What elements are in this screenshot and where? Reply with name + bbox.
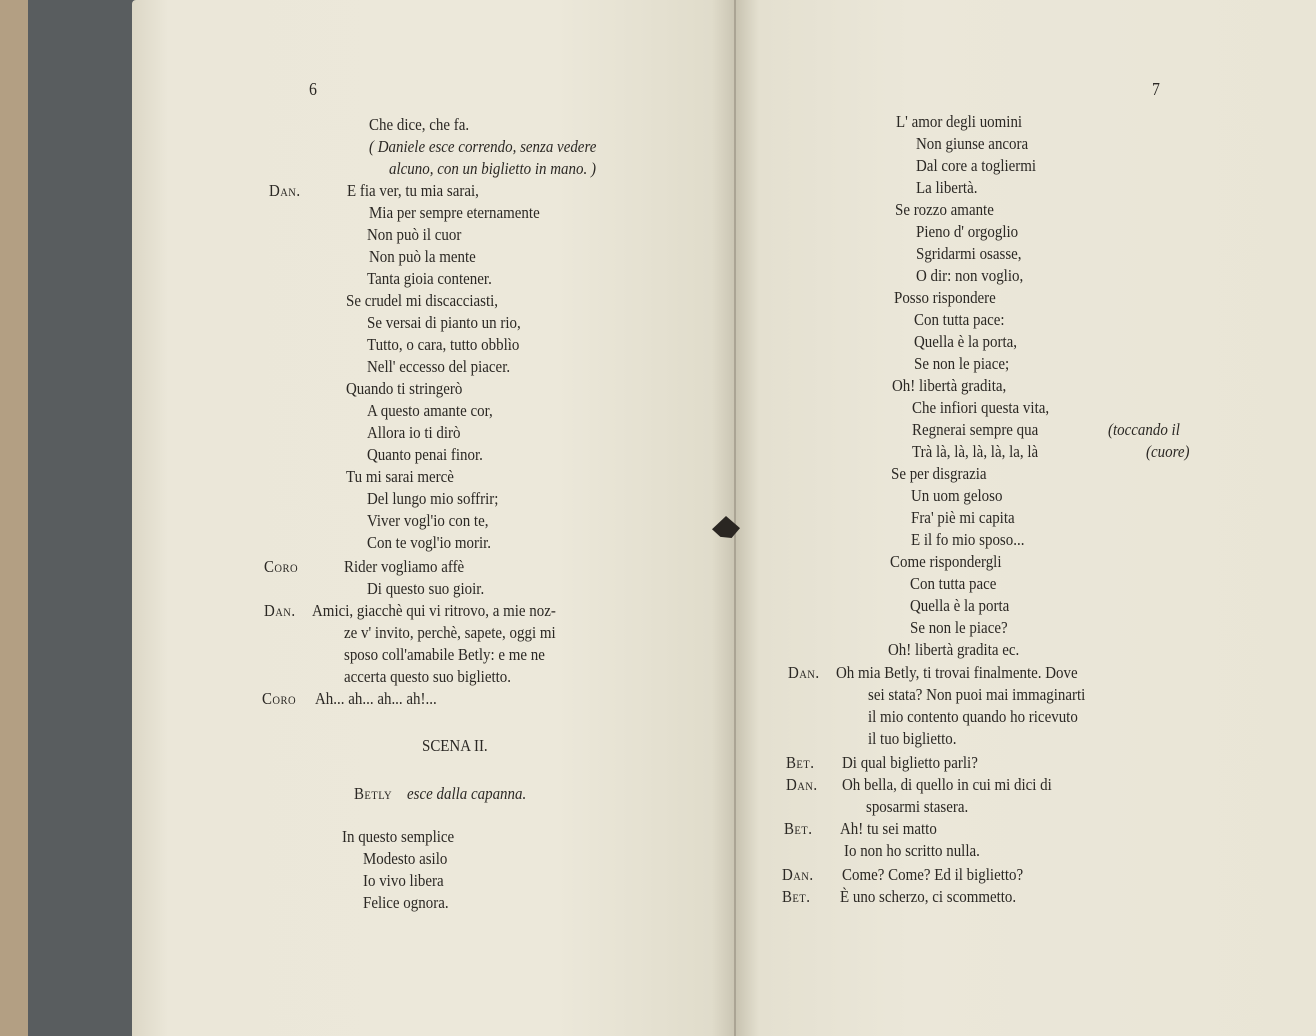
verse-line: La libertà. [916, 178, 978, 197]
speaker-label: Dan. [782, 865, 814, 884]
verse-line: Sgridarmi osasse, [916, 244, 1022, 263]
verse-line: Non può il cuor [367, 225, 462, 244]
verse-line: Dal core a togliermi [916, 156, 1037, 175]
prose-line: accerta questo suo biglietto. [344, 667, 512, 686]
verse-line: Ah... ah... ah... ah!... [315, 689, 437, 708]
prose-line: Come? Come? Ed il biglietto? [842, 865, 1024, 884]
scan-background [28, 0, 138, 1036]
verse-line: Come rispondergli [890, 552, 1002, 571]
prose-line: È uno scherzo, ci scommetto. [840, 887, 1017, 906]
verse-line: Modesto asilo [363, 849, 448, 868]
verse-line: L' amor degli uomini [896, 112, 1023, 131]
verse-line: Tu mi sarai mercè [346, 467, 454, 486]
verse-line: Del lungo mio soffrir; [367, 489, 499, 508]
verse-line: Quella è la porta [910, 596, 1010, 615]
verse-line: E il fo mio sposo... [911, 530, 1025, 549]
verse-line: Se per disgrazia [891, 464, 987, 483]
verse-line: Tanta gioia contener. [367, 269, 492, 288]
verse-line: Quella è la porta, [914, 332, 1018, 351]
verse-line: Mia per sempre eternamente [369, 203, 540, 222]
stage-direction: (cuore) [1146, 442, 1190, 461]
verse-line: Quanto penai finor. [367, 445, 483, 464]
verse-line: Con te vogl'io morir. [367, 533, 492, 552]
page-number: 6 [309, 79, 317, 99]
verse-line: Io vivo libera [363, 871, 444, 890]
stage-direction: (toccando il [1108, 420, 1180, 439]
prose-line: sposarmi stasera. [866, 797, 969, 816]
prose-line: ze v' invito, perchè, sapete, oggi mi [344, 623, 556, 642]
right-page [736, 0, 1316, 1036]
verse-line: Se crudel mi discacciasti, [346, 291, 499, 310]
verse-line: Non può la mente [369, 247, 476, 266]
verse-line: Oh! libertà gradita ec. [888, 640, 1020, 659]
verse-line: Se rozzo amante [895, 200, 994, 219]
verse-line: Oh! libertà gradita, [892, 376, 1007, 395]
prose-line: Oh bella, di quello in cui mi dici di [842, 775, 1052, 794]
prose-line: il mio contento quando ho ricevuto [868, 707, 1078, 726]
verse-line: O dir: non voglio, [916, 266, 1024, 285]
background-strip [0, 0, 28, 1036]
page-number: 7 [1152, 79, 1160, 99]
verse-line: A questo amante cor, [367, 401, 493, 420]
verse-line: Con tutta pace: [914, 310, 1005, 329]
speaker-label: Bet. [782, 887, 811, 906]
verse-line: Nell' eccesso del piacer. [367, 357, 511, 376]
verse-line: Tutto, o cara, tutto obblìo [367, 335, 520, 354]
character-name: Betly [354, 784, 393, 803]
verse-line: Quando ti stringerò [346, 379, 463, 398]
left-page [132, 0, 736, 1036]
verse-line: Fra' piè mi capita [911, 508, 1015, 527]
prose-line: Io non ho scritto nulla. [844, 841, 980, 860]
verse-line: In questo semplice [342, 827, 455, 846]
verse-line: Se non le piace; [914, 354, 1010, 373]
prose-line: Oh mia Betly, ti trovai finalmente. Dove [836, 663, 1078, 682]
verse-line: Regnerai sempre qua [912, 420, 1039, 439]
stage-direction: alcuno, con un biglietto in mano. ) [389, 159, 596, 178]
speaker-label: Dan. [264, 601, 296, 620]
verse-line: Trà là, là, là, là, la, là [912, 442, 1039, 461]
verse-line: Di questo suo gioir. [367, 579, 485, 598]
verse-line: Con tutta pace [910, 574, 997, 593]
speaker-label: Bet. [784, 819, 813, 838]
prose-line: sposo coll'amabile Betly: e me ne [344, 645, 545, 664]
verse-line: Felice ognora. [363, 893, 449, 912]
prose-line: il tuo biglietto. [868, 729, 957, 748]
speaker-label: Dan. [788, 663, 820, 682]
stage-direction: esce dalla capanna. [407, 784, 527, 803]
verse-line: Se versai di pianto un rio, [367, 313, 521, 332]
verse-line: Non giunse ancora [916, 134, 1029, 153]
verse-line: Viver vogl'io con te, [367, 511, 489, 530]
prose-line: Ah! tu sei matto [840, 819, 937, 838]
verse-line: Che infiori questa vita, [912, 398, 1050, 417]
verse-line: Posso rispondere [894, 288, 996, 307]
verse-line: E fia ver, tu mia sarai, [347, 181, 479, 200]
stage-direction: ( Daniele esce correndo, senza vedere [369, 137, 597, 156]
prose-line: Amici, giacchè qui vi ritrovo, a mie noz- [312, 601, 556, 620]
verse-line: Allora io ti dirò [367, 423, 461, 442]
speaker-label: Dan. [786, 775, 818, 794]
verse-line: Se non le piace? [910, 618, 1008, 637]
scene-title: SCENA II. [422, 736, 488, 755]
verse-line: Che dice, che fa. [369, 115, 470, 134]
speaker-label: Bet. [786, 753, 815, 772]
verse-line: Pieno d' orgoglio [916, 222, 1019, 241]
verse-line: Un uom geloso [911, 486, 1003, 505]
speaker-label: Coro [264, 557, 299, 576]
verse-line: Rider vogliamo affè [344, 557, 465, 576]
prose-line: sei stata? Non puoi mai immaginarti [868, 685, 1086, 704]
speaker-label: Dan. [269, 181, 301, 200]
prose-line: Di qual biglietto parli? [842, 753, 978, 772]
speaker-label: Coro [262, 689, 297, 708]
